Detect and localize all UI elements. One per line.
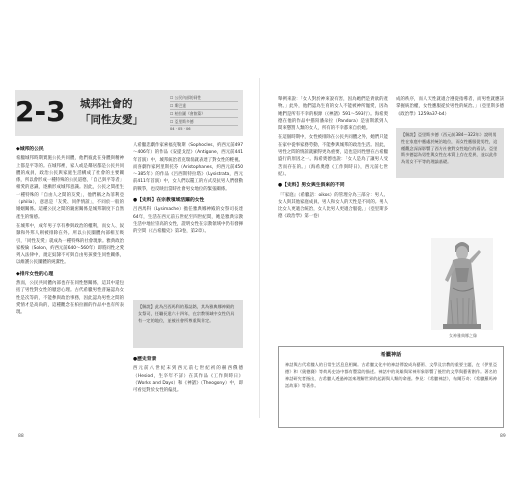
paragraph: 在城邦中，成年男子享有參與政治的權利，而女人、奴隸和外邦人則被排除在外。所以公民團體內部相互吸引，「同性友愛」就成為一種特殊的社會現象。雅典政治家梭倫（Solon，約西元前640～560年）即將同性之愛列入法律中，規定奴隸不可與自由男孩發生同性關係，以維護公民團體的純潔性。 bbox=[16, 223, 124, 266]
left-column-2-bottom bbox=[133, 352, 243, 396]
statue-caption: 女神雅典娜之像 bbox=[449, 333, 477, 338]
section-heading: ◆排斥女性的心理 bbox=[16, 271, 54, 277]
keyword-item: ☐ 柏拉圖《會飲篇》 bbox=[170, 110, 238, 118]
paragraph: 「『家庭』（希臘語：oikos）的管理分為三部分：男人、女人與其他家庭成員。男人和女人的天性是不同的。男人比女人更適合統治，女人比男人更適合服從。」（亞里斯多德《政治學》第一卷） bbox=[278, 192, 388, 220]
page-number-right: 89 bbox=[500, 434, 506, 439]
section-heading: ◆城邦的公民 bbox=[16, 147, 44, 152]
section-heading: ●【史料】男女與生俱來的不同 bbox=[278, 183, 345, 189]
athena-statue-image bbox=[431, 238, 493, 330]
chapter-title-line2: 「同性友愛」 bbox=[80, 114, 143, 126]
paragraph: 在這個時期中，女性被排除在公民共同體之外，她們只能在家中從事家務勞動，不能參與城邦的政治生活。因此，男性之間的情誼就顯得更為重要，這也是同性戀在古希臘盛行的原因之一。海希奧德也說：「女人是為了讓男人受苦而存在的。」（海希奧德《工作與時日》，西元前七世紀）。 bbox=[278, 135, 388, 177]
left-column-2 bbox=[133, 142, 243, 238]
keyword-pages: 04 · 05 · 06 bbox=[170, 127, 191, 131]
chapter-number: 2-3 bbox=[15, 95, 66, 128]
keyword-item: ☐ 亞里斯多德 bbox=[170, 118, 238, 126]
paragraph: 然而，公民共同體內部也存在同性戀關係，這其中還包括了男性對女性的厭惡心理。古代希臘男性普遍認為女性是次等的，不能參與政治事務，因此認為男性之間的愛情才是高尚的，這種觀念在柏拉圖的作品中也有所表現。 bbox=[16, 281, 124, 316]
right-column-2 bbox=[396, 96, 504, 120]
left-column-1 bbox=[16, 142, 124, 319]
chapter-keywords bbox=[170, 94, 238, 134]
chapter-title bbox=[80, 96, 143, 128]
right-column-1 bbox=[278, 96, 388, 223]
chapter-title-line1: 城邦社會的 bbox=[80, 98, 133, 110]
book-gutter bbox=[259, 78, 260, 418]
keyword-item: ☐ 公民內部的同性 bbox=[170, 94, 238, 102]
myth-sidebar-box bbox=[278, 346, 504, 428]
section-heading: ●歷史背景 bbox=[133, 357, 157, 362]
section-heading: ●【史料】在宗教領域活躍的女性 bbox=[133, 198, 205, 204]
note-box-left: 【解說】此為呂西馬科的墓誌銘，其為雅典娜神殿的女祭司，任職長達六十四年，在宗教領域中女性仍具有一定的地位，並被社會所尊重與肯定。 bbox=[133, 300, 243, 348]
myth-box-title: 希臘神話 bbox=[380, 352, 402, 358]
myth-box-text: 神話與古代希臘人的日常生活息息相關。古希臘文化中的神話傳說成為藝術、文學及宗教的重要主題，在《伊里亞德》和《奧德賽》等荷馬史詩中都有豐富的描述。神話中的英雄與眾神形象影響了後世的文學與藝術創作。著名的神話研究者指出，古希臘人透過神話來理解世界的起源與人類的命運。參見：《希臘神話》，布爾芬奇；《希臘羅馬神話故事》等著作。 bbox=[285, 362, 497, 388]
keyword-item: ☐ 斯巴達 bbox=[170, 102, 238, 110]
page-number-left: 88 bbox=[18, 434, 24, 439]
note-box-right: 【解說】亞里斯多德（西元前384～322年）說明男性在家庭中應處於統治地位，而女性應服從男性，這種觀念深深影響了西方社會對女性地位的看法。亞里斯多德認為男性與女性在本質上存在差異，並以此作為男女不平等的理論基礎。 bbox=[396, 128, 504, 178]
paragraph: 舉例來說：「女人對於神來說有害，因為她們是貪欲的產物。」此外，他們認為生育的女人不能被神所寵愛，因為她們是所有不幸的根源（《神譜》591～593行）。海希奧德在他的作品中描寫潘朵拉（Pandora）是宙斯派到人間來懲罰人類的女人，所有的不幸都來自於她。 bbox=[278, 97, 388, 132]
paragraph: 西元前八世紀末到西元前七世紀初的赫西俄德（Hesiod，生卒年不詳）在其作品《工作與時日》（Works and Days）和《神譜》（Theogony）中，即可看見對於女性的偏見。 bbox=[133, 366, 243, 394]
paragraph: 成的秩序，而人天性就適合遵從指導者，而男性就應該掌握統治權，女性應服從於男性的統治。」（亞里斯多德《政治學》1259a37-b4） bbox=[396, 97, 504, 117]
paragraph: 希臘城邦時期實施公民共同體，他們彼此在身體與精神上都是平等的。在城邦裡，家人或是鄰居都是公民共同體的成員，政治公民與家庭生活構成了社會的主要關係，所以會形成一種特殊的公民道德，「自己與平等者」相愛的意識，逐漸形成城邦意識。因此，公民之間產生一種特殊的「自由人之間的友愛」，他們稱之為菲利亞（philia），意思是「友愛、同伴情誼」，不同於一般的婚姻關係。這種公民之間的親密關係是城邦制度下自然產生的情感。 bbox=[16, 156, 124, 220]
paragraph: 呂西馬科（Lysimache）擔任雅典娜神殿的女祭司長達64年，生活在西元前五世紀至四世紀間，她是雅典宗教生活中地位崇高的女性，證明女性在宗教領域中仍有發揮的空間（《古希臘史》第3卷，第2章）。 bbox=[133, 207, 243, 235]
paragraph: 人希臘悲劇作家索福克勒斯（Sophocles，約西元前497～406年）的作品《安提戈涅》（Antigone，西元前441年首演）中，城邦統治者克瑞翁就表達了對女性的輕視。而喜劇作家阿里斯托芬（Aristophanes，約西元前450～385年）的作品《呂西斯特拉塔》（Lysistrata，西元前411年首演）中，女人們以罷工的方式反抗男人們發動的戰爭，也反映出當時社會男女地位的緊張關係。 bbox=[133, 143, 243, 192]
